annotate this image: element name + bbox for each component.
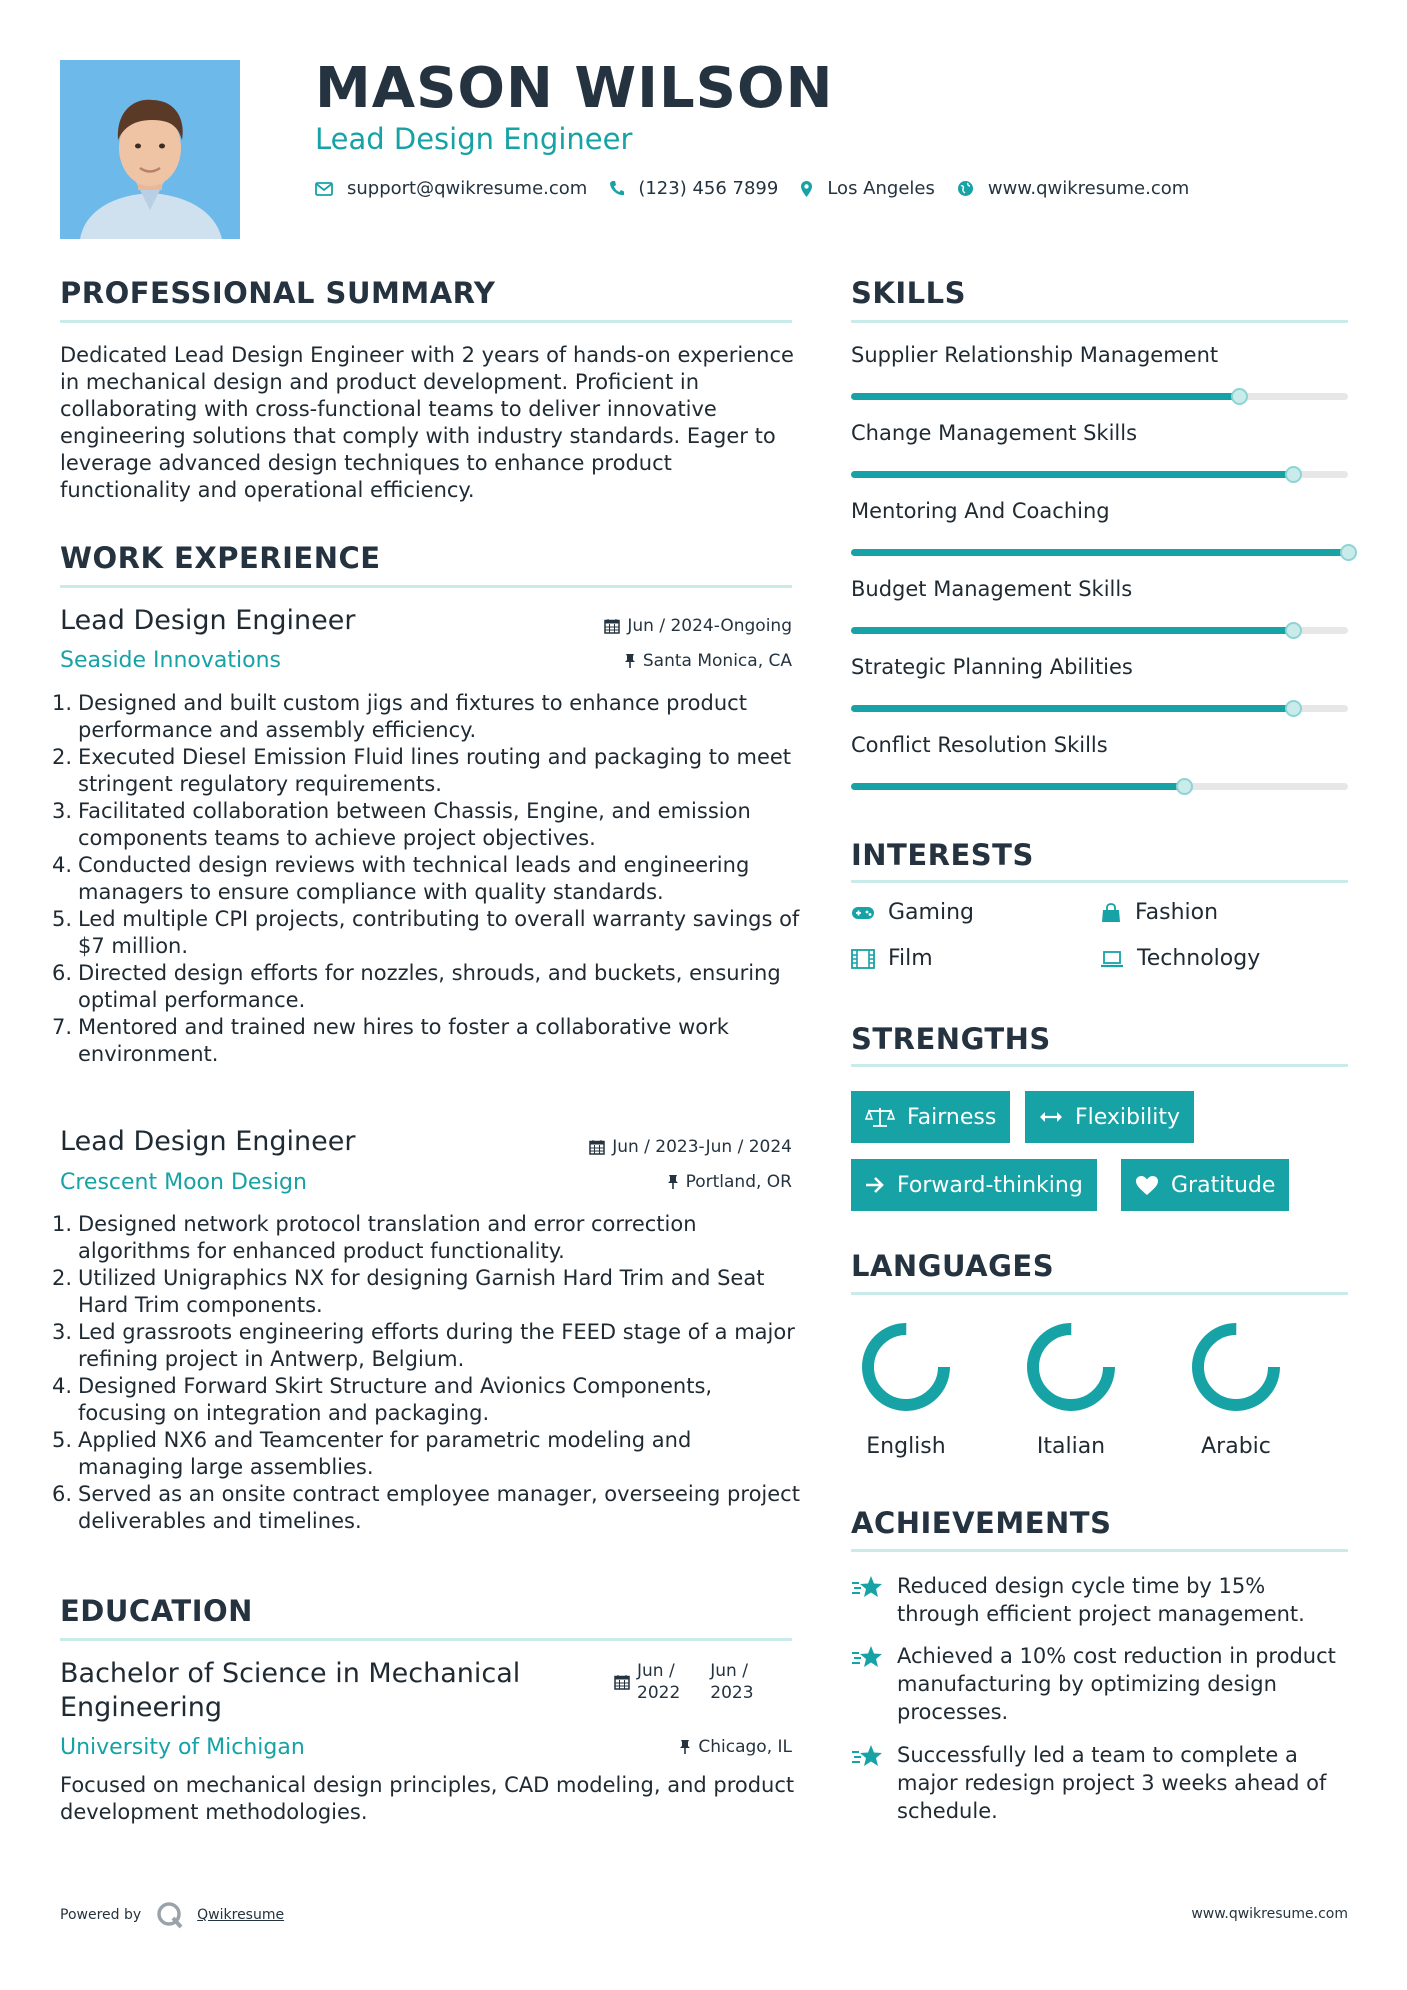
shopping-bag-icon xyxy=(1100,903,1122,923)
summary-heading: PROFESSIONAL SUMMARY xyxy=(60,276,496,310)
contact-phone[interactable] xyxy=(609,178,778,199)
profile-photo xyxy=(60,60,240,239)
list-item: Served as an onsite contract employee manager, overseeing project deliverables and timelines. xyxy=(78,1482,800,1533)
skill-bar-knob xyxy=(1176,778,1193,795)
end-year: 2023 xyxy=(710,1683,754,1703)
contact-website[interactable] xyxy=(957,178,1189,199)
education-location-text: Chicago, IL xyxy=(698,1737,792,1757)
strength-chip xyxy=(851,1159,1097,1211)
achievements-heading: ACHIEVEMENTS xyxy=(851,1506,1112,1540)
arrow-right-icon xyxy=(865,1176,885,1194)
candidate-title: Lead Design Engineer xyxy=(315,122,633,156)
list-item: Executed Diesel Emission Fluid lines routing and packaging to meet stringent regulatory requirements. xyxy=(78,745,792,796)
job-title: Lead Design Engineer xyxy=(60,1126,356,1157)
star-speed-icon xyxy=(851,1644,885,1670)
job-bullets xyxy=(52,1211,802,1535)
calendar-icon xyxy=(589,1139,605,1155)
star-speed-icon xyxy=(851,1574,885,1600)
avatar xyxy=(60,60,240,239)
phone-icon xyxy=(609,180,624,197)
degree-title-line2: Engineering xyxy=(60,1692,222,1723)
language-label: English xyxy=(866,1434,946,1459)
gamepad-icon xyxy=(851,905,875,921)
list-item: Directed design efforts for nozzles, shrouds, and buckets, ensuring optimal performance. xyxy=(78,961,781,1012)
job-location-text: Santa Monica, CA xyxy=(642,651,792,671)
map-pin-icon xyxy=(800,180,813,198)
job-location xyxy=(624,651,792,671)
language-label: Arabic xyxy=(1201,1434,1271,1459)
skill-bar-fill xyxy=(851,627,1293,634)
interest-item xyxy=(851,900,974,925)
achievement-item xyxy=(851,1642,1351,1726)
film-icon xyxy=(851,949,875,969)
email-text: support@qwikresume.com xyxy=(347,178,588,199)
education-description: Focused on mechanical design principles, CAD modeling, and product development methodologies. xyxy=(60,1773,795,1824)
skill-label: Budget Management Skills xyxy=(851,577,1133,601)
job-dates xyxy=(604,616,792,636)
experience-divider xyxy=(60,585,792,588)
job-dates xyxy=(589,1137,792,1157)
summary-divider xyxy=(60,320,792,323)
job-dates-text: Jun / 2024-Ongoing xyxy=(627,616,792,636)
interest-label: Film xyxy=(888,946,933,971)
skill-bar-knob xyxy=(1285,700,1302,717)
location-text: Los Angeles xyxy=(827,178,935,199)
education-start xyxy=(637,1660,680,1704)
education-divider xyxy=(60,1638,792,1641)
calendar-icon xyxy=(604,618,620,634)
language-ring xyxy=(1190,1321,1282,1413)
language-ring xyxy=(860,1321,952,1413)
skill-bar-fill xyxy=(851,783,1184,790)
skill-bar-fill xyxy=(851,705,1293,712)
skill-label: Conflict Resolution Skills xyxy=(851,733,1108,757)
skill-bar xyxy=(851,627,1348,634)
education-heading: EDUCATION xyxy=(60,1594,253,1628)
language-label: Italian xyxy=(1036,1434,1106,1459)
skill-label: Change Management Skills xyxy=(851,421,1138,445)
strength-label: Forward-thinking xyxy=(897,1172,1083,1198)
achievement-text: Successfully led a team to complete a major redesign project 3 weeks ahead of schedule. xyxy=(897,1743,1327,1823)
phone-text: (123) 456 7899 xyxy=(638,178,779,199)
interest-label: Gaming xyxy=(888,900,974,925)
strength-chip xyxy=(851,1091,1010,1143)
list-item: Mentored and trained new hires to foster a collaborative work environment. xyxy=(78,1015,729,1066)
achievement-text: Reduced design cycle time by 15% through efficient project management. xyxy=(897,1574,1305,1626)
arrows-horizontal-icon xyxy=(1039,1110,1063,1124)
list-item: Led grassroots engineering efforts during the FEED stage of a major refining project in Antwerp, Belgium. xyxy=(78,1320,795,1371)
website-text: www.qwikresume.com xyxy=(987,178,1190,199)
skill-bar-knob xyxy=(1231,388,1248,405)
interests-heading: INTERESTS xyxy=(851,838,1034,872)
education-dates xyxy=(614,1660,754,1704)
brand-link[interactable]: Qwikresume xyxy=(197,1907,285,1923)
qwikresume-logo-icon xyxy=(155,1900,185,1930)
skill-bar xyxy=(851,471,1348,478)
school-name: University of Michigan xyxy=(60,1735,305,1760)
powered-by-text: Powered by xyxy=(60,1907,142,1923)
skill-bar xyxy=(851,705,1348,712)
skill-bar xyxy=(851,783,1348,790)
strength-label: Fairness xyxy=(907,1104,997,1130)
pushpin-icon xyxy=(667,1174,679,1190)
achievement-item xyxy=(851,1572,1351,1628)
contact-email[interactable] xyxy=(315,178,587,199)
interest-label: Technology xyxy=(1137,946,1261,971)
start-year: 2022 xyxy=(637,1683,681,1703)
degree-title-line1: Bachelor of Science in Mechanical xyxy=(60,1658,521,1689)
achievements-divider xyxy=(851,1549,1348,1552)
company-name: Crescent Moon Design xyxy=(60,1170,307,1195)
list-item: Designed network protocol translation and error correction algorithms for enhanced product functionality. xyxy=(78,1212,697,1263)
heart-icon xyxy=(1135,1175,1159,1196)
skill-label: Mentoring And Coaching xyxy=(851,499,1110,523)
job-bullets xyxy=(52,690,802,1068)
balance-scale-icon xyxy=(865,1106,895,1128)
skill-bar-knob xyxy=(1340,544,1357,561)
contact-location xyxy=(800,178,935,199)
skill-bar xyxy=(851,549,1348,556)
candidate-name: MASON WILSON xyxy=(315,56,834,121)
list-item: Designed Forward Skirt Structure and Avionics Components, focusing on integration and packaging. xyxy=(78,1374,713,1425)
job-location xyxy=(667,1172,792,1192)
education-end xyxy=(710,1660,753,1704)
language-ring xyxy=(1025,1321,1117,1413)
envelope-icon xyxy=(315,182,333,196)
globe-icon xyxy=(957,180,974,197)
skill-label: Strategic Planning Abilities xyxy=(851,655,1133,679)
interest-item xyxy=(851,946,933,971)
footer-powered xyxy=(60,1900,284,1930)
pushpin-icon xyxy=(624,653,636,669)
footer-url[interactable]: www.qwikresume.com xyxy=(1191,1906,1348,1922)
interests-divider xyxy=(851,880,1348,883)
achievement-item xyxy=(851,1741,1351,1825)
company-name: Seaside Innovations xyxy=(60,648,281,673)
skills-divider xyxy=(851,320,1348,323)
strength-chip xyxy=(1121,1159,1289,1211)
skill-bar-fill xyxy=(851,549,1348,556)
skills-heading: SKILLS xyxy=(851,276,966,310)
strengths-heading: STRENGTHS xyxy=(851,1022,1051,1056)
list-item: Utilized Unigraphics NX for designing Garnish Hard Trim and Seat Hard Trim components. xyxy=(78,1266,765,1317)
list-item: Facilitated collaboration between Chassis, Engine, and emission components teams to achieve project objectives. xyxy=(78,799,751,850)
experience-heading: WORK EXPERIENCE xyxy=(60,541,381,575)
start-month: Jun / xyxy=(637,1661,675,1681)
strength-label: Gratitude xyxy=(1171,1172,1276,1198)
skill-bar xyxy=(851,393,1348,400)
strength-chip xyxy=(1025,1091,1194,1143)
skill-bar-knob xyxy=(1285,622,1302,639)
languages-divider xyxy=(851,1292,1348,1295)
job-dates-text: Jun / 2023-Jun / 2024 xyxy=(612,1137,792,1157)
end-month: Jun / xyxy=(710,1661,748,1681)
list-item: Applied NX6 and Teamcenter for parametric modeling and managing large assemblies. xyxy=(78,1428,692,1479)
skill-bar-knob xyxy=(1285,466,1302,483)
interest-label: Fashion xyxy=(1135,900,1219,925)
skill-label: Supplier Relationship Management xyxy=(851,343,1219,367)
strength-label: Flexibility xyxy=(1075,1104,1180,1130)
star-speed-icon xyxy=(851,1743,885,1769)
contact-bar xyxy=(315,178,1211,199)
list-item: Led multiple CPI projects, contributing to overall warranty savings of $7 million. xyxy=(78,907,800,958)
achievement-text: Achieved a 10% cost reduction in product manufacturing by optimizing design processes. xyxy=(897,1644,1336,1724)
languages-heading: LANGUAGES xyxy=(851,1249,1055,1283)
list-item: Conducted design reviews with technical leads and engineering managers to ensure compliance with quality standards. xyxy=(78,853,750,904)
pushpin-icon xyxy=(679,1739,691,1755)
interest-item xyxy=(1100,900,1218,925)
list-item: Designed and built custom jigs and fixtures to enhance product performance and assembly efficiency. xyxy=(78,691,747,742)
summary-text: Dedicated Lead Design Engineer with 2 years of hands-on experience in mechanical design and product development. Proficient in collaborating with cross-functional teams to deliver innovative engineering solutions that comply with industry standards. Eager to leverage advanced design techniques to enhance product functionality and operational efficiency. xyxy=(60,343,794,502)
calendar-icon xyxy=(614,1674,630,1690)
job-title: Lead Design Engineer xyxy=(60,605,356,636)
education-location xyxy=(679,1737,792,1757)
laptop-icon xyxy=(1100,950,1124,968)
interest-item xyxy=(1100,946,1260,971)
skill-bar-fill xyxy=(851,393,1239,400)
skill-bar-fill xyxy=(851,471,1293,478)
strengths-divider xyxy=(851,1064,1348,1067)
job-location-text: Portland, OR xyxy=(685,1172,792,1192)
